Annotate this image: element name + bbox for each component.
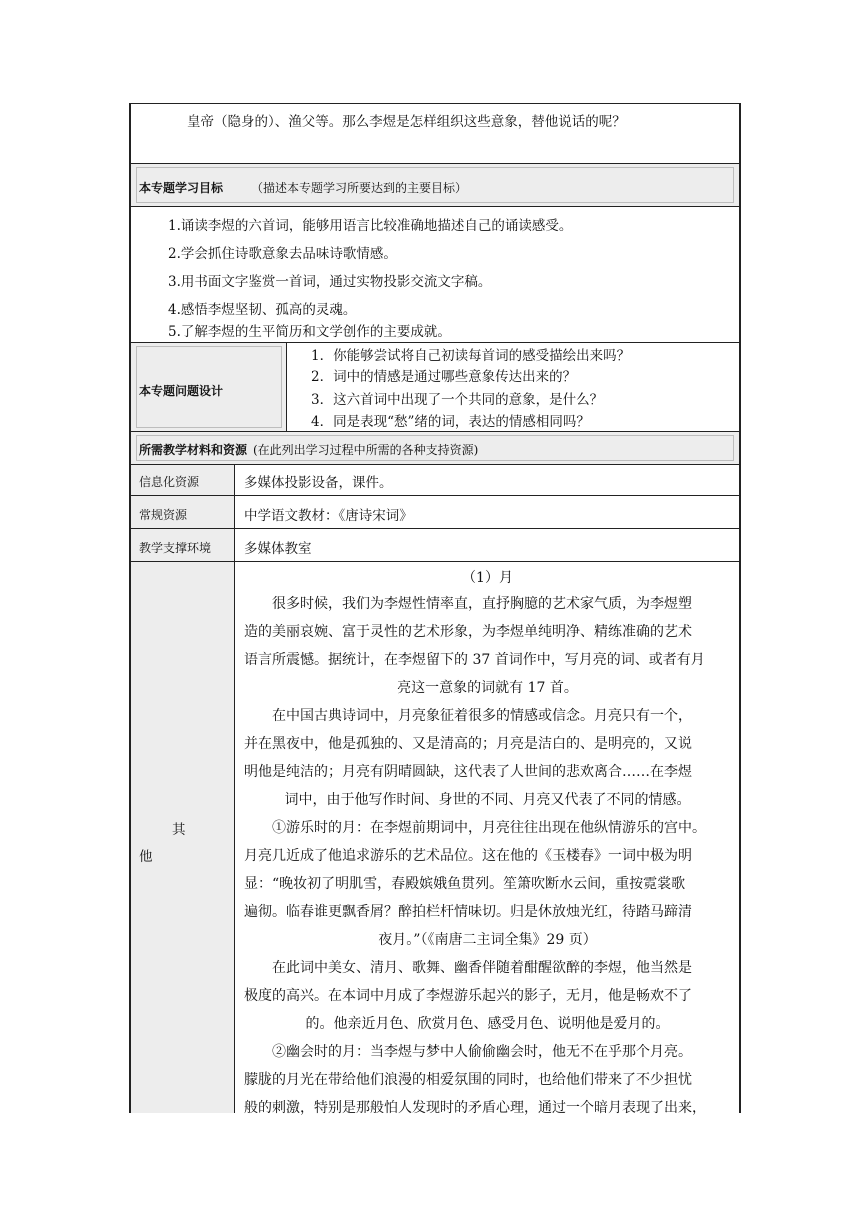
goals-title: 本专题学习目标 (139, 181, 224, 195)
paragraph-line: 亮这一意象的词就有 17 首。 (397, 680, 578, 696)
goal-item: 5.了解李煜的生平简历和文学创作的主要成就。 (168, 324, 451, 340)
resources-title: 所需教学材料和资源 (139, 443, 248, 457)
resource-value: 中学语文教材：《唐诗宋词》 (244, 508, 413, 524)
paragraph-line: 在此词中美女、清月、歌舞、幽香伴随着酣醒欲醉的李煜，他当然是 (272, 960, 692, 976)
paragraph-line: 并在黑夜中，他是孤独的、又是清高的；月亮是洁白的、是明亮的，又说 (244, 736, 692, 752)
resource-label: 常规资源 (139, 508, 188, 522)
paragraph-line: 夜月。”（《南唐二主词全集》29 页） (378, 932, 597, 948)
resource-row (131, 529, 739, 562)
goal-item: 4.感悟李煜坚韧、孤高的灵魂。 (168, 302, 357, 318)
question-item: 4．同是表现“愁”绪的词，表达的情感相同吗？ (311, 414, 590, 430)
paragraph-line: 极度的高兴。在本词中月成了李煜游乐起兴的影子，无月，他是畅欢不了 (244, 988, 692, 1004)
intro-continuation-text: 皇帝（隐身的）、渔父等。那么李煜是怎样组织这些意象，替他说话的呢？ (187, 114, 626, 130)
resource-label: 信息化资源 (139, 475, 200, 489)
resource-label: 教学支撑环境 (139, 541, 212, 555)
goals-list (131, 207, 739, 343)
resources-note: (在此列出学习过程中所需的各种支持资源) (253, 443, 479, 457)
paragraph-line: 遍彻。临春谁更飘香屑？醉拍栏杆情味切。归是休放烛光红，待踏马蹄清 (244, 904, 692, 920)
goal-item: 2.学会抓住诗歌意象去品味诗歌情感。 (168, 246, 397, 262)
question-item: 2．词中的情感是通过哪些意象传达出来的？ (311, 369, 577, 385)
paragraph-line: 造的美丽哀婉、富于灵性的艺术形象，为李煜单纯明净、精练准确的艺术 (244, 624, 692, 640)
paragraph-line: 在中国古典诗词中，月亮象征着很多的情感或信念。月亮只有一个， (272, 708, 692, 724)
question-item: 1．你能够尝试将自己初读每首词的感受描绘出来吗？ (311, 348, 631, 364)
goal-item: 3.用书面文字鉴赏一首词，通过实物投影交流文字稿。 (168, 274, 492, 290)
paragraph-line: 语言所震憾。据统计，在李煜留下的 37 首词作中，写月亮的词、或者有月 (244, 652, 705, 668)
paragraph-line: 很多时候，我们为李煜性情率直，直抒胸臆的艺术家气质，为李煜塑 (272, 596, 692, 612)
paragraph-line: ①游乐时的月：在李煜前期词中，月亮往往出现在他纵情游乐的宫中。 (272, 820, 706, 836)
other-label-top: 其 (172, 822, 186, 838)
other-content (236, 562, 739, 1116)
questions-row (131, 343, 739, 432)
paragraph-line: 词中，由于他写作时间、身世的不同、月亮又代表了不同的情感。 (284, 792, 691, 808)
paragraph-line: 月亮几近成了他追求游乐的艺术品位。这在他的《玉楼春》一词中极为明 (244, 848, 692, 864)
paragraph-line: 明他是纯洁的；月亮有阴晴圆缺，这代表了人世间的悲欢离合……在李煜 (244, 764, 692, 780)
resource-value: 多媒体教室 (244, 541, 312, 557)
paragraph-line: 显：“晚妆初了明肌雪，春殿嫔娥鱼贯列。笙箫吹断水云间，重按霓裳歌 (244, 876, 686, 892)
resource-row (131, 496, 739, 529)
goals-header-row (131, 164, 739, 207)
goal-item: 1.诵读李煜的六首词，能够用语言比较准确地描述自己的诵读感受。 (168, 218, 573, 234)
questions-label: 本专题问题设计 (139, 384, 224, 398)
paragraph-line: 般的刺激，特别是那般怕人发现时的矛盾心理，通过一个暗月表现了出来， (244, 1100, 706, 1116)
section-heading-moon: （1）月 (462, 570, 513, 586)
paragraph-line: 朦胧的月光在带给他们浪漫的相爱氛围的同时，也给他们带来了不少担忧 (244, 1072, 692, 1088)
other-label-bottom: 他 (139, 849, 153, 865)
lesson-plan-table (129, 103, 741, 1116)
question-item: 3．这六首词中出现了一个共同的意象，是什么？ (311, 392, 604, 408)
paragraph-line: ②幽会时的月：当李煜与梦中人偷偷幽会时，他无不在乎那个月亮。 (272, 1044, 692, 1060)
intro-continuation-row (131, 104, 739, 164)
resources-header-row (131, 432, 739, 465)
other-row (131, 562, 739, 1116)
goals-note: （描述本专题学习所要达到的主要目标） (251, 181, 468, 195)
resource-row (131, 465, 739, 496)
resource-value: 多媒体投影设备，课件。 (244, 475, 393, 491)
paragraph-line: 的。他亲近月色、欣赏月色、感受月色、说明他是爱月的。 (305, 1016, 670, 1032)
